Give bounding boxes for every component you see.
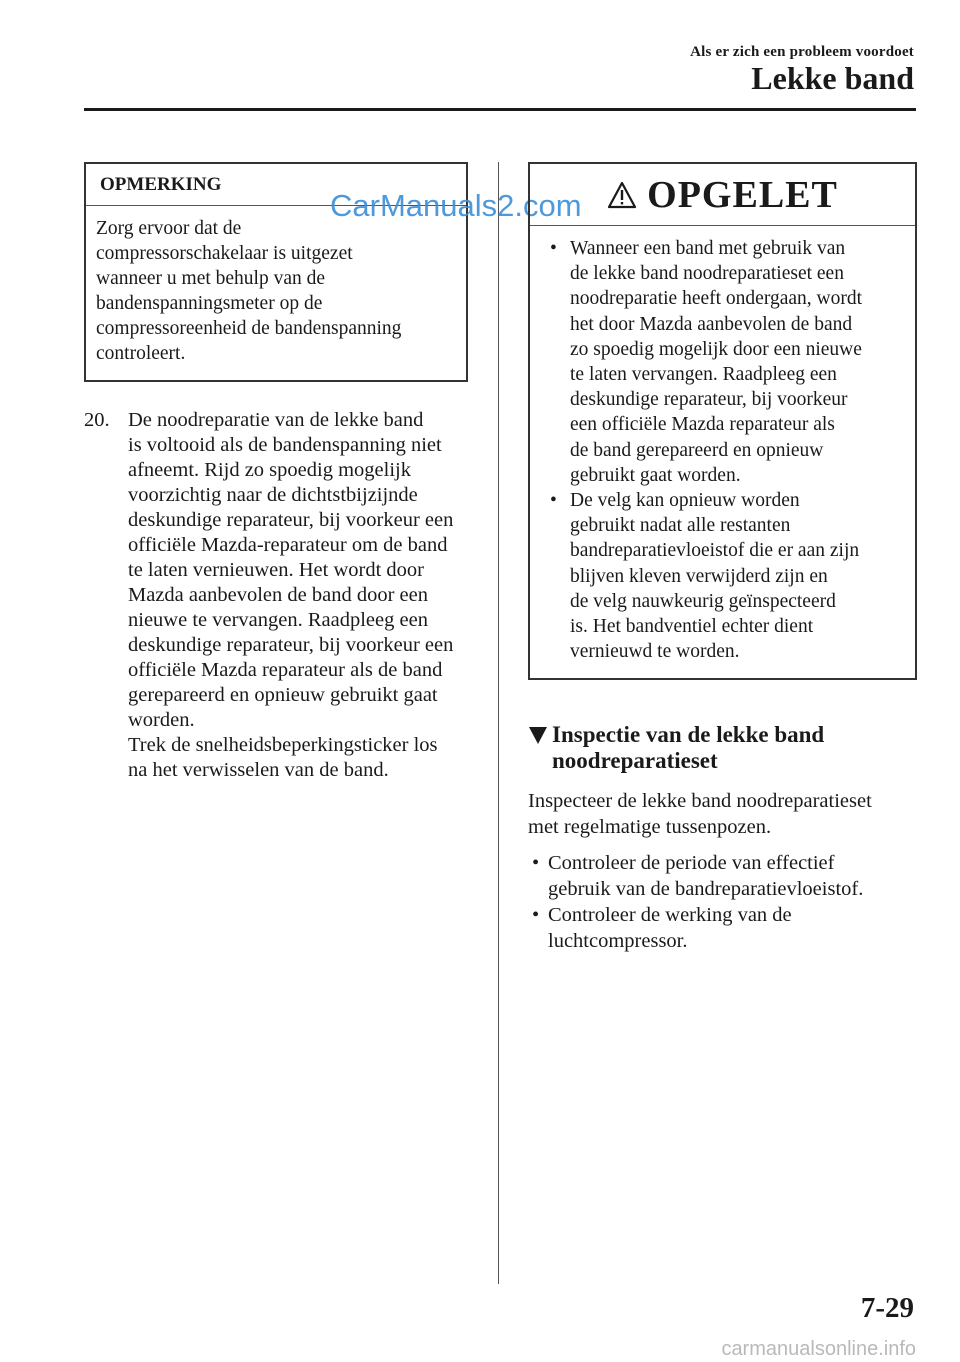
step-20 (84, 408, 476, 783)
warning-line: bandreparatievloeistof die er aan zijn (570, 540, 860, 562)
section-title-line: noodreparatieset (552, 748, 718, 773)
warning-line: Wanneer een band met gebruik van (570, 238, 846, 259)
inspection-item (528, 902, 918, 954)
warning-line: de band gerepareerd en opnieuw (570, 439, 824, 461)
note-line: wanneer u met behulp van de (96, 268, 326, 289)
intro-line: Inspecteer de lekke band noodreparatieset (528, 790, 872, 812)
step-line: Trek de snelheidsbeperkingsticker los (128, 734, 438, 756)
warning-line: de lekke band noodreparatieset een (570, 263, 844, 285)
step-line: officiële Mazda reparateur als de band (128, 659, 443, 681)
note-line: compressoreenheid de bandenspanning (96, 318, 402, 339)
warning-body (530, 226, 915, 664)
bullet-icon: • (532, 852, 540, 874)
step-line: deskundige reparateur, bij voorkeur een (128, 634, 454, 656)
warning-item (544, 488, 905, 664)
page-number: 7-29 (860, 1292, 914, 1324)
section-title-line: Inspectie van de lekke band (552, 722, 825, 747)
step-line: Mazda aanbevolen de band door een (128, 584, 428, 606)
bullet-icon: • (550, 238, 557, 259)
bullet-icon: • (532, 904, 540, 926)
header-section-label: Als er zich een probleem voordoet (690, 44, 914, 60)
step-line: De noodreparatie van de lekke band (128, 409, 424, 431)
warning-triangle-icon (607, 181, 637, 209)
warning-line: gebruikt nadat alle restanten (570, 515, 791, 537)
step-line: officiële Mazda-reparateur om de band (128, 534, 448, 556)
step-line: voorzichtig naar de dichtstbijzijnde (128, 484, 418, 506)
inspection-line: luchtcompressor. (548, 930, 688, 952)
watermark-carmanuals2: CarManuals2.com (330, 188, 582, 223)
column-divider (498, 162, 499, 1284)
warning-line: deskundige reparateur, bij voorkeur (570, 389, 848, 411)
warning-line: te laten vervangen. Raadpleeg een (570, 364, 837, 386)
warning-line: noodreparatie heeft ondergaan, wordt (570, 288, 863, 310)
bullet-icon: • (550, 490, 557, 512)
header-rule (84, 108, 916, 111)
step-line: nieuwe te vervangen. Raadpleeg een (128, 609, 428, 631)
warning-line: een officiële Mazda reparateur als (570, 414, 835, 436)
warning-line: de velg nauwkeurig geïnspecteerd (570, 590, 836, 612)
warning-line: De velg kan opnieuw worden (570, 490, 800, 512)
warning-line: blijven kleven verwijderd zijn en (570, 565, 828, 587)
warning-header (530, 164, 915, 226)
section-triangle-icon (528, 725, 548, 745)
inspection-line: gebruik van de bandreparatievloeistof. (548, 878, 864, 900)
warning-item (544, 236, 905, 488)
warning-line: het door Mazda aanbevolen de band (570, 313, 853, 335)
step-line: deskundige reparateur, bij voorkeur een (128, 509, 454, 531)
inspection-body (528, 788, 918, 954)
inspection-line: Controleer de periode van effectief (548, 852, 835, 874)
step-line: te laten vernieuwen. Het wordt door (128, 559, 425, 581)
step-line: gerepareerd en opnieuw gebruikt gaat (128, 684, 438, 706)
step-line: worden. (128, 709, 195, 731)
note-line: bandenspanningsmeter op de (96, 293, 323, 314)
intro-line: met regelmatige tussenpozen. (528, 816, 772, 838)
note-line: Zorg ervoor dat de (96, 218, 242, 239)
note-heading: OPMERKING (86, 164, 466, 206)
note-line: controleert. (96, 343, 186, 364)
step-line: na het verwisselen van de band. (128, 759, 389, 781)
warning-line: vernieuwd te worden. (570, 641, 740, 663)
note-line: compressorschakelaar is uitgezet (96, 243, 353, 264)
warning-line: gebruikt gaat worden. (570, 464, 741, 486)
step-line: afneemt. Rijd zo spoedig mogelijk (128, 459, 411, 481)
inspection-line: Controleer de werking van de (548, 904, 792, 926)
inspection-item (528, 850, 918, 902)
header-title: Lekke band (751, 60, 914, 96)
inspection-section-title (528, 722, 918, 774)
step-number: 20. (84, 409, 110, 431)
step-body (128, 408, 476, 783)
warning-title: OPGELET (647, 173, 838, 216)
note-body (86, 206, 466, 366)
watermark-carmanualsonline: carmanualsonline.info (721, 1338, 916, 1360)
warning-line: is. Het bandventiel echter dient (570, 616, 814, 638)
warning-line: zo spoedig mogelijk door een nieuwe (570, 338, 862, 360)
step-line: is voltooid als de bandenspanning niet (128, 434, 442, 456)
warning-box (528, 162, 917, 680)
